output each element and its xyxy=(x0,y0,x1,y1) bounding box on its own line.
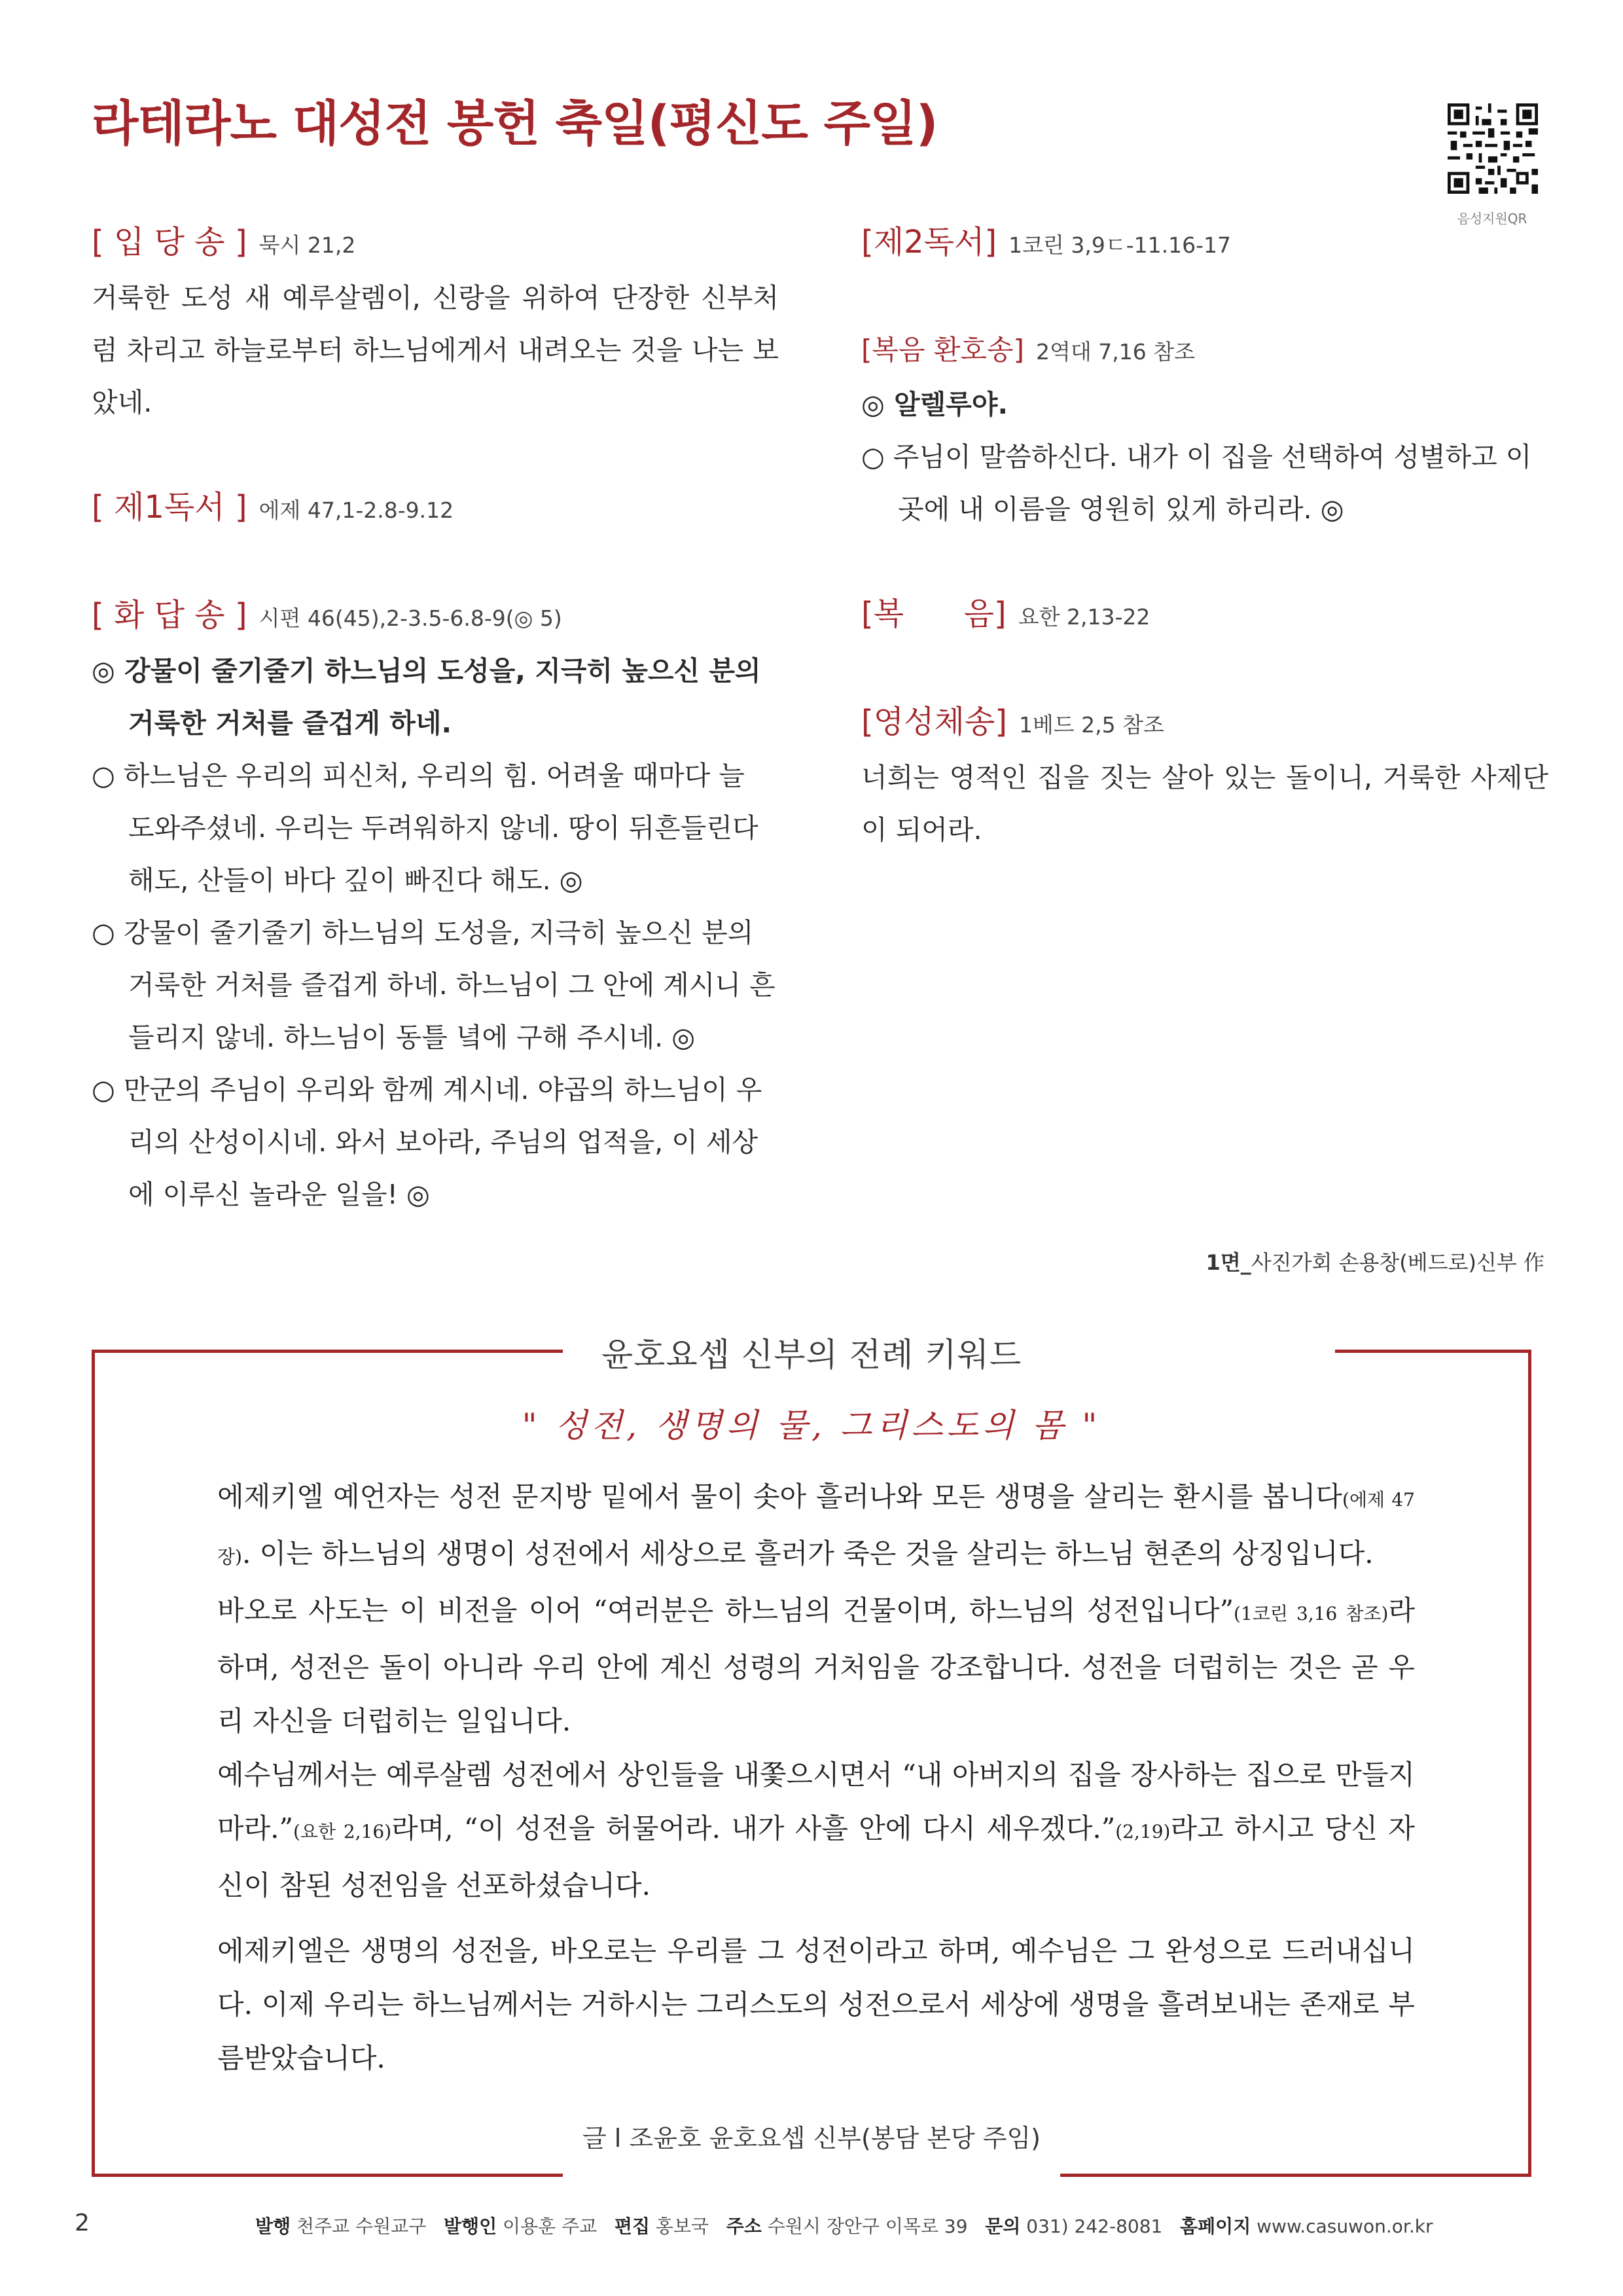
keyword-paragraph: 예수님께서는 예루살렘 성전에서 상인들을 내쫓으시면서 “내 아버지의 집을 장사하는 집으로 만들지 마라.”(요한 2,16)라며, “이 성전을 허물어라. 내가 사흘 안에 다시 세우겠다.”(2,19)라고 하시고 당신 자신이 참된 성전임을 선포하셨습니다. xyxy=(217,1759,1415,1901)
section-label: [복음 환호송] xyxy=(861,334,1024,366)
communion-text: 너희는 영적인 집을 짓는 살아 있는 돌이니, 거룩한 사제단이 되어라. xyxy=(861,762,1548,846)
section-label: [ 제1독서 ] xyxy=(92,489,247,526)
author-byline: 글 l 조윤호 윤호요셉 신부(봉담 본당 주임) xyxy=(582,2124,1041,2153)
qr-label: 음성지원QR xyxy=(1457,211,1527,226)
section-ref: 2역대 7,16 참조 xyxy=(1035,339,1195,365)
keyword-paragraph: 에제키엘 예언자는 성전 문지방 밑에서 물이 솟아 흘러나와 모든 생명을 살리는 환시를 봅니다(에제 47장). 이는 하느님의 생명이 성전에서 세상으로 흘러가 죽은 것을 살리는 하느님 현존의 상징입니다. xyxy=(217,1480,1415,1570)
box-border-bottom-right xyxy=(1060,2174,1531,2177)
page-title: 라테라노 대성전 봉헌 축일(평신도 주일) xyxy=(92,96,938,152)
section-ref: 1코린 3,9ㄷ-11.16-17 xyxy=(1008,232,1231,258)
second-reading xyxy=(861,216,1548,272)
page-number: 2 xyxy=(75,2210,90,2236)
section-ref: 요한 2,13-22 xyxy=(1018,604,1150,630)
gospel xyxy=(861,588,1548,643)
entrance-text: 거룩한 도성 새 예루살렘이, 신랑을 위하여 단장한 신부처럼 차리고 하늘로부터 하느님에게서 내려오는 것을 나는 보았네. xyxy=(92,282,779,418)
psalm-verse: ○ 하느님은 우리의 피신처, 우리의 힘. 어려울 때마다 늘 도와주셨네. 우리는 두려워하지 않네. 땅이 뒤흔들린다 해도, 산들이 바다 깊이 빠진다 해도. ◎ xyxy=(92,760,758,896)
section-ref: 묵시 21,2 xyxy=(259,232,356,258)
keyword-paragraph: 에제키엘은 생명의 성전을, 바오로는 우리를 그 성전이라고 하며, 예수님은 그 완성으로 드러내십니다. 이제 우리는 하느님께서는 거하시는 그리스도의 성전으로서 세상에 생명을 흘려보내는 존재로 부름받았습니다. xyxy=(217,1935,1415,2074)
right-column xyxy=(861,216,1548,908)
keyword-body xyxy=(217,1470,1415,2085)
communion-antiphon xyxy=(861,696,1548,856)
section-label: [제2독서] xyxy=(861,224,997,260)
psalm-response: ◎ 강물이 줄기줄기 하느님의 도성을, 지극히 높으신 분의 거룩한 거처를 즐겁게 하네. xyxy=(92,655,761,739)
acclamation-verse: ○ 주님이 말씀하신다. 내가 이 집을 선택하여 성별하고 이곳에 내 이름을 영원히 있게 하리라. ◎ xyxy=(861,441,1532,525)
homepage-link[interactable]: www.casuwon.or.kr xyxy=(1257,2215,1433,2237)
acclamation-response: ◎ 알렐루야. xyxy=(861,389,1008,420)
section-ref: 에제 47,1-2.8-9.12 xyxy=(259,497,454,523)
section-label: [복 음] xyxy=(861,596,1007,632)
responsorial-psalm xyxy=(92,589,779,1221)
section-label: [ 화 답 송 ] xyxy=(92,597,247,634)
left-column xyxy=(92,216,779,1273)
publication-footer: 발행 천주교 수원교구 발행인 이용훈 주교 편집 홍보국 주소 수원시 장안구 이목로 39 문의 031) 242-8081 홈페이지 www.casuwon.or.kr xyxy=(255,2215,1433,2237)
psalm-verse: ○ 강물이 줄기줄기 하느님의 도성을, 지극히 높으신 분의 거룩한 거처를 즐겁게 하네. 하느님이 그 안에 계시니 흔들리지 않네. 하느님이 동틀 녘에 구해 주시네. ◎ xyxy=(92,917,776,1053)
section-label: [영성체송] xyxy=(861,704,1007,740)
section-label: [ 입 당 송 ] xyxy=(92,224,247,260)
photo-credit: 1면_사진가회 손용창(베드로)신부 作 xyxy=(1205,1250,1544,1275)
psalm-verse: ○ 만군의 주님이 우리와 함께 계시네. 야곱의 하느님이 우리의 산성이시네. 와서 보아라, 주님의 업적을, 이 세상에 이루신 놀라운 일을! ◎ xyxy=(92,1074,762,1210)
box-border-bottom-left xyxy=(92,2174,563,2177)
section-ref: 1베드 2,5 참조 xyxy=(1018,712,1164,738)
keyword-subtitle: " 성전, 생명의 물, 그리스도의 몸 " xyxy=(522,1407,1101,1444)
qr-code-icon[interactable] xyxy=(1448,103,1538,194)
box-border-right xyxy=(1528,1350,1531,2177)
gospel-acclamation xyxy=(861,324,1548,535)
keyword-paragraph: 바오로 사도는 이 비전을 이어 “여러분은 하느님의 건물이며, 하느님의 성전입니다”(1코린 3,16 참조)라 하며, 성전은 돌이 아니라 우리 안에 계신 성령의 거처임을 강조합니다. 성전을 더럽히는 것은 곧 우리 자신을 더럽히는 일입니다. xyxy=(217,1594,1416,1737)
keyword-heading: 윤호요셉 신부의 전례 키워드 xyxy=(601,1336,1022,1374)
section-ref: 시편 46(45),2-3.5-6.8-9(◎ 5) xyxy=(259,605,562,631)
first-reading xyxy=(92,481,779,537)
entrance-antiphon xyxy=(92,216,779,429)
box-border-left xyxy=(92,1350,95,2177)
